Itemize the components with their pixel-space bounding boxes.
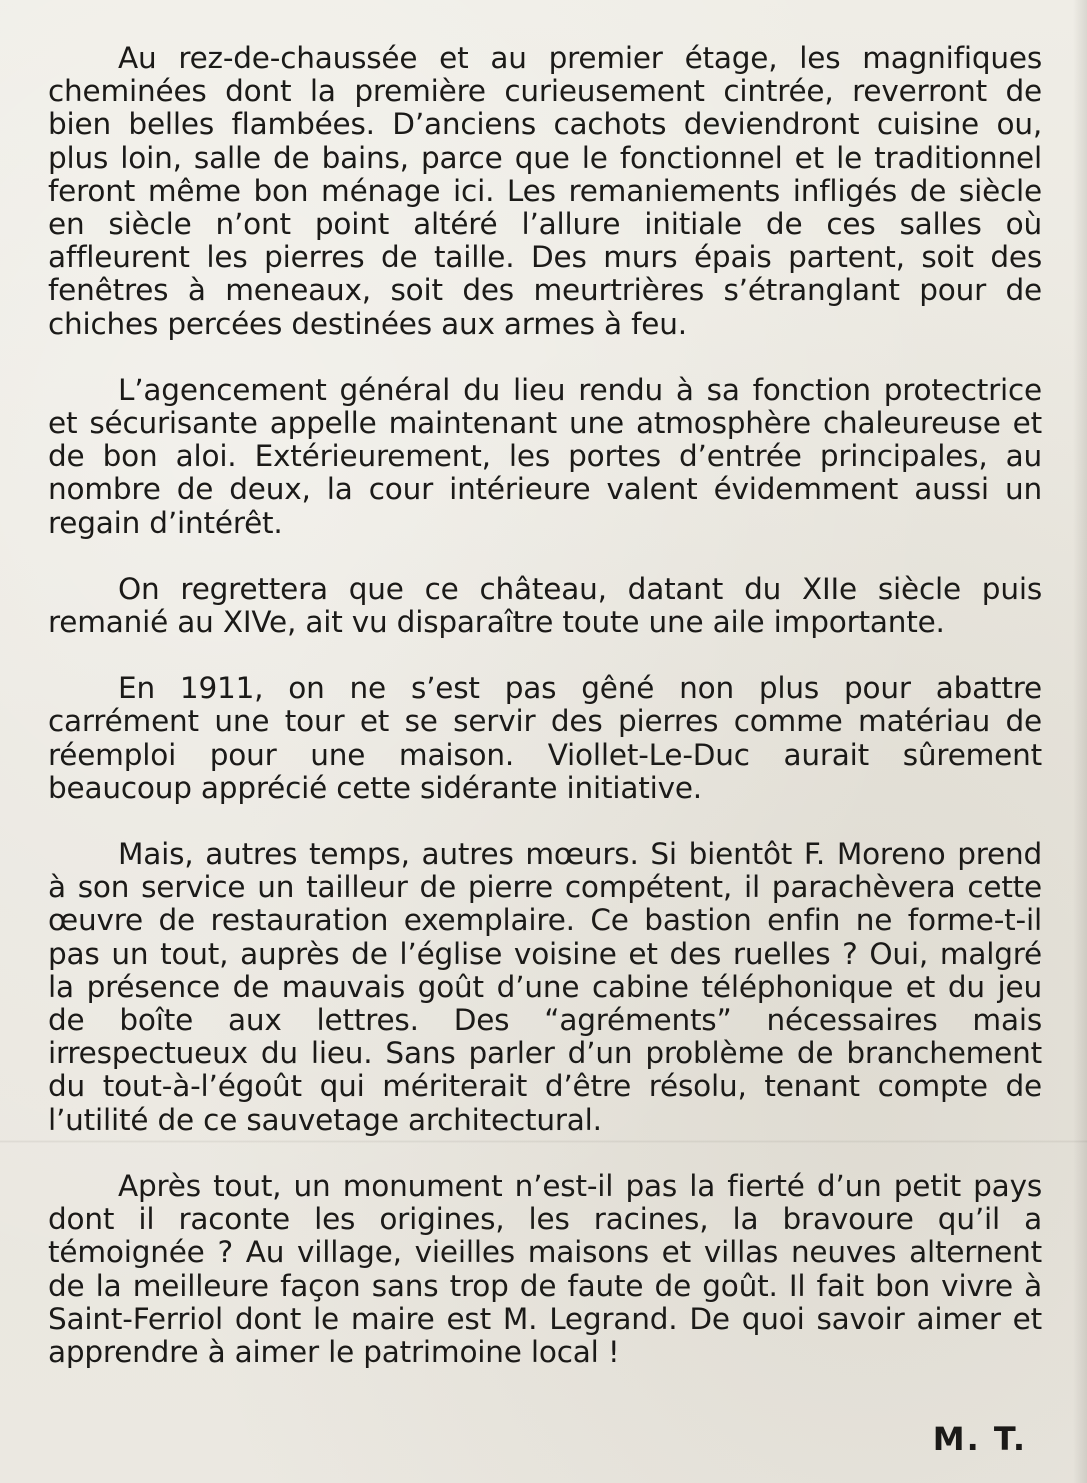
- article-paragraph-1: Au rez-de-chaussée et au premier étage, les magnifiques cheminées dont la première curieusement cintrée, reverront de bien belles flambées. D’anciens cachots deviendront cuisine ou, plus loin, salle de bains, parce que le fonctionnel et le traditionnel feront même bon ménage ici. Les remaniements infligés de siècle en siècle n’ont point altéré l’allure initiale de ces salles où affleurent les pierres de taille. Des murs épais partent, soit des fenêtres à meneaux, soit des meurtrières s’étranglant pour de chiches percées destinées aux armes à feu.: [48, 41, 1042, 341]
- article-paragraph-3: On regrettera que ce château, datant du XIIe siècle puis remanié au XIVe, ait vu disparaître toute une aile importante.: [48, 571, 1042, 640]
- paper-edge-shadow: [1073, 0, 1087, 1483]
- article-paragraph-2: L’agencement général du lieu rendu à sa fonction protectrice et sécurisante appelle maintenant une atmosphère chaleureuse et de bon aloi. Extérieurement, les portes d’entrée principales, au nombre de deux, la cour intérieure valent évidemment aussi un regain d’intérêt.: [48, 372, 1042, 540]
- article-paragraph-6: Après tout, un monument n’est-il pas la fierté d’un petit pays dont il raconte les origines, les racines, la bravoure qu’il a témoignée ? Au village, vieilles maisons et villas neuves alternent de la meilleure façon sans trop de faute de goût. Il fait bon vivre à Saint-Ferriol dont le maire est M. Legrand. De quoi savoir aimer et apprendre à aimer le patrimoine local !: [48, 1168, 1042, 1369]
- article-paragraph-4: En 1911, on ne s’est pas gêné non plus pour abattre carrément une tour et se servir des pierres comme matériau de réemploi pour une maison. Viollet-Le-Duc aurait sûrement beaucoup apprécié cette sidérante initiative.: [48, 671, 1042, 805]
- article-paragraph-5: Mais, autres temps, autres mœurs. Si bientôt F. Moreno prend à son service un tailleur de pierre compétent, il parachèvera cette œuvre de restauration exemplaire. Ce bastion enfin ne forme-t-il pas un tout, auprès de l’église voisine et des ruelles ? Oui, malgré la présence de mauvais goût d’une cabine téléphonique et du jeu de boîte aux lettres. Des “agréments” nécessaires mais irrespectueux du lieu. Sans parler d’un problème de branchement du tout-à-l’égoût qui mériterait d’être résolu, tenant compte de l’utilité de ce sauvetage architectural.: [48, 837, 1042, 1137]
- author-signature: M. T.: [932, 1420, 1027, 1458]
- article-body: [48, 42, 1042, 1402]
